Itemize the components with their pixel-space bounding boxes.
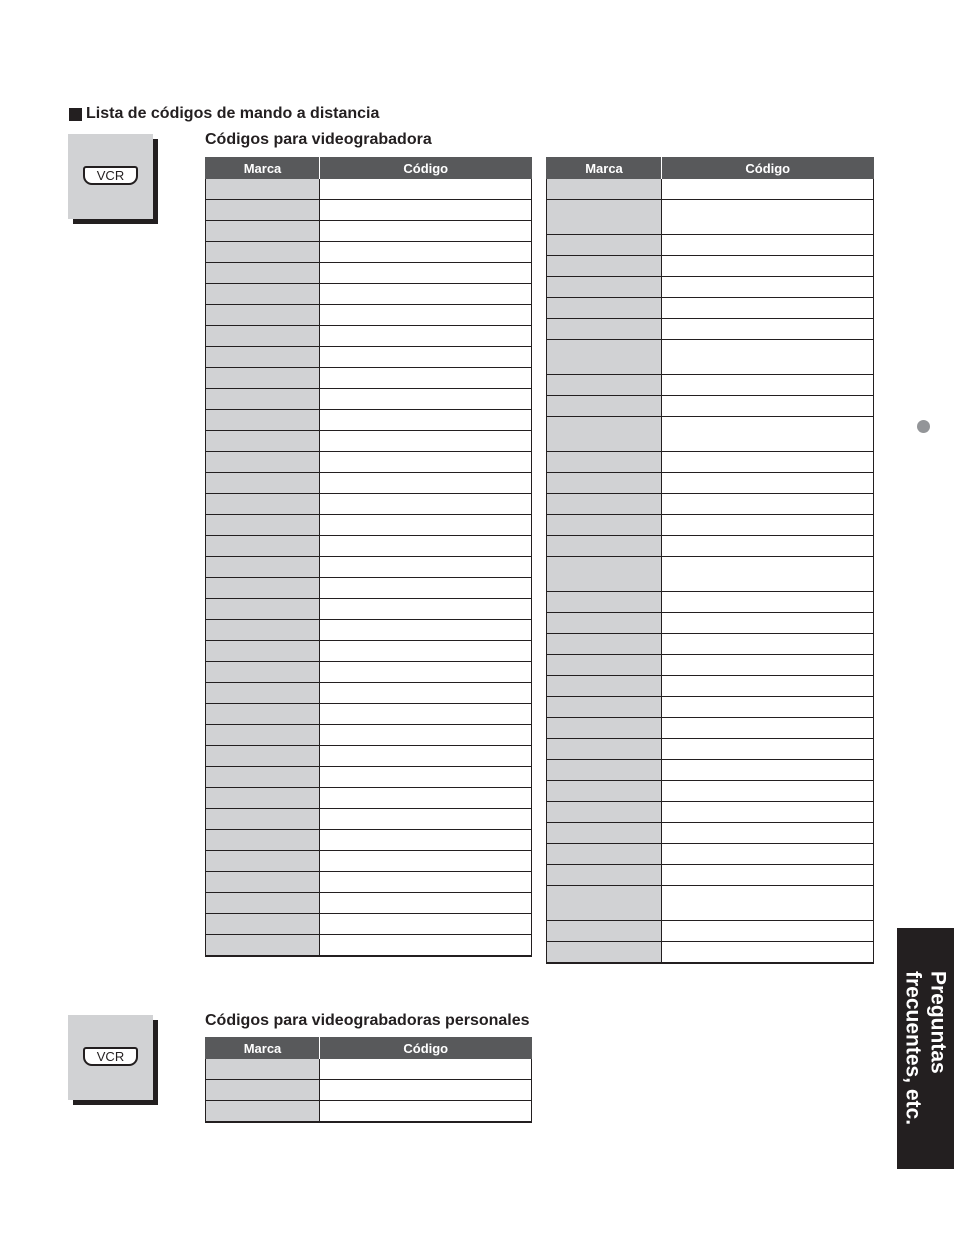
brand-cell <box>206 683 320 704</box>
table-row <box>206 935 532 957</box>
code-cell <box>320 746 532 767</box>
code-cell <box>662 613 874 634</box>
brand-cell <box>206 767 320 788</box>
table-row <box>206 893 532 914</box>
brand-cell <box>547 634 662 655</box>
brand-cell <box>206 662 320 683</box>
table-row <box>547 396 874 417</box>
brand-cell <box>206 389 320 410</box>
vcr-button-icon: VCR <box>83 1047 138 1066</box>
code-cell <box>320 536 532 557</box>
code-cell <box>662 179 874 200</box>
table-row <box>547 613 874 634</box>
table-row <box>547 886 874 921</box>
table-row <box>547 676 874 697</box>
code-cell <box>662 200 874 235</box>
code-cell <box>320 683 532 704</box>
brand-cell <box>206 179 320 200</box>
brand-cell <box>547 942 662 964</box>
code-cell <box>662 557 874 592</box>
table-row <box>547 340 874 375</box>
code-cell <box>662 340 874 375</box>
brand-cell <box>206 536 320 557</box>
table-row <box>547 179 874 200</box>
brand-cell <box>547 865 662 886</box>
brand-cell <box>206 452 320 473</box>
vcr-button-illustration <box>68 134 158 224</box>
code-cell <box>320 1080 532 1101</box>
table-row <box>547 802 874 823</box>
table-row <box>206 431 532 452</box>
table-row <box>206 326 532 347</box>
code-cell <box>320 305 532 326</box>
code-cell <box>320 704 532 725</box>
code-cell <box>662 739 874 760</box>
code-cell <box>320 767 532 788</box>
code-column-header: Código <box>662 157 874 179</box>
code-cell <box>662 256 874 277</box>
code-cell <box>320 452 532 473</box>
table-row <box>206 1080 532 1101</box>
brand-cell <box>206 431 320 452</box>
table-row <box>547 718 874 739</box>
code-cell <box>662 886 874 921</box>
table-row <box>206 851 532 872</box>
code-cell <box>320 914 532 935</box>
table-row <box>206 347 532 368</box>
brand-cell <box>547 823 662 844</box>
table-row <box>206 494 532 515</box>
brand-cell <box>547 739 662 760</box>
code-cell <box>320 851 532 872</box>
vcr-codes-table-left <box>205 157 532 957</box>
table-row <box>206 368 532 389</box>
brand-cell <box>547 298 662 319</box>
brand-cell <box>206 830 320 851</box>
code-cell <box>662 865 874 886</box>
brand-cell <box>206 746 320 767</box>
brand-cell <box>547 844 662 865</box>
table-row <box>206 578 532 599</box>
code-cell <box>662 319 874 340</box>
code-cell <box>320 263 532 284</box>
brand-cell <box>206 872 320 893</box>
code-cell <box>320 599 532 620</box>
code-cell <box>320 809 532 830</box>
table-row <box>206 452 532 473</box>
code-cell <box>662 655 874 676</box>
brand-cell <box>206 578 320 599</box>
table-row <box>547 592 874 613</box>
brand-cell <box>206 809 320 830</box>
table-row <box>547 277 874 298</box>
code-cell <box>320 935 532 957</box>
code-cell <box>662 921 874 942</box>
code-cell <box>320 893 532 914</box>
table-row <box>206 263 532 284</box>
code-cell <box>320 347 532 368</box>
brand-cell <box>547 802 662 823</box>
brand-cell <box>206 242 320 263</box>
table-row <box>206 725 532 746</box>
table-row <box>206 746 532 767</box>
code-cell <box>320 872 532 893</box>
table-row <box>547 557 874 592</box>
code-cell <box>662 396 874 417</box>
personal-vcr-button-illustration <box>68 1015 158 1105</box>
table-row <box>547 494 874 515</box>
brand-cell <box>206 788 320 809</box>
table-row <box>547 921 874 942</box>
table-row <box>206 683 532 704</box>
brand-cell <box>206 935 320 957</box>
brand-cell <box>547 781 662 802</box>
brand-cell <box>547 613 662 634</box>
table-row <box>547 634 874 655</box>
brand-cell <box>206 1080 320 1101</box>
code-cell <box>662 298 874 319</box>
brand-cell <box>547 340 662 375</box>
brand-cell <box>206 473 320 494</box>
table-row <box>547 697 874 718</box>
section-heading <box>69 104 379 124</box>
brand-column-header: Marca <box>206 157 320 179</box>
code-cell <box>662 802 874 823</box>
brand-cell <box>206 725 320 746</box>
brand-cell <box>547 417 662 452</box>
code-cell <box>662 536 874 557</box>
table-row <box>206 221 532 242</box>
code-column-header: Código <box>320 157 532 179</box>
brand-cell <box>547 536 662 557</box>
table-row <box>206 872 532 893</box>
personal-vcr-codes-title: Códigos para videograbadoras personales <box>205 1012 530 1029</box>
brand-cell <box>206 221 320 242</box>
table-row <box>547 536 874 557</box>
code-cell <box>320 431 532 452</box>
code-cell <box>662 452 874 473</box>
brand-cell <box>547 200 662 235</box>
brand-cell <box>206 284 320 305</box>
table-row <box>206 620 532 641</box>
code-cell <box>320 179 532 200</box>
table-row <box>547 298 874 319</box>
code-cell <box>662 277 874 298</box>
table-row <box>206 305 532 326</box>
table-row <box>547 452 874 473</box>
brand-column-header: Marca <box>547 157 662 179</box>
code-cell <box>320 410 532 431</box>
table-row <box>206 536 532 557</box>
brand-cell <box>206 305 320 326</box>
brand-cell <box>206 200 320 221</box>
code-cell <box>320 200 532 221</box>
code-cell <box>662 417 874 452</box>
table-row <box>206 179 532 200</box>
table-row <box>206 242 532 263</box>
code-cell <box>320 368 532 389</box>
brand-cell <box>206 347 320 368</box>
code-cell <box>662 823 874 844</box>
brand-cell <box>547 886 662 921</box>
vcr-codes-table-right <box>546 157 874 964</box>
code-cell <box>320 641 532 662</box>
brand-cell <box>206 515 320 536</box>
brand-cell <box>547 473 662 494</box>
section-heading-text: Lista de códigos de mando a distancia <box>86 105 380 122</box>
table-row <box>206 557 532 578</box>
table-row <box>547 319 874 340</box>
table-row <box>206 830 532 851</box>
code-cell <box>662 760 874 781</box>
brand-cell <box>206 326 320 347</box>
code-cell <box>662 634 874 655</box>
faq-side-tab-label: Preguntas frecuentes, etc. <box>901 971 950 1126</box>
table-row <box>206 1059 532 1080</box>
code-cell <box>320 725 532 746</box>
brand-cell <box>206 368 320 389</box>
code-cell <box>320 1059 532 1080</box>
code-cell <box>662 718 874 739</box>
brand-cell <box>547 494 662 515</box>
vcr-codes-title: Códigos para videograbadora <box>205 131 432 148</box>
table-row <box>206 662 532 683</box>
brand-cell <box>547 235 662 256</box>
brand-cell <box>206 263 320 284</box>
faq-side-tab[interactable] <box>897 928 954 1169</box>
code-cell <box>320 830 532 851</box>
table-row <box>547 844 874 865</box>
table-row <box>547 200 874 235</box>
brand-cell <box>547 319 662 340</box>
brand-cell <box>547 375 662 396</box>
brand-cell <box>206 557 320 578</box>
code-cell <box>662 942 874 964</box>
table-row <box>547 739 874 760</box>
brand-cell <box>547 697 662 718</box>
table-row <box>547 942 874 964</box>
brand-cell <box>547 921 662 942</box>
page-marker-dot <box>917 420 930 433</box>
brand-cell <box>206 1101 320 1123</box>
brand-cell <box>206 893 320 914</box>
brand-cell <box>547 179 662 200</box>
table-row <box>547 781 874 802</box>
brand-cell <box>547 256 662 277</box>
brand-cell <box>206 704 320 725</box>
code-column-header: Código <box>320 1037 532 1059</box>
brand-cell <box>206 410 320 431</box>
code-cell <box>320 788 532 809</box>
table-row <box>206 473 532 494</box>
brand-cell <box>206 620 320 641</box>
brand-cell <box>547 515 662 536</box>
brand-cell <box>547 557 662 592</box>
table-row <box>206 410 532 431</box>
brand-cell <box>547 760 662 781</box>
code-cell <box>320 557 532 578</box>
code-cell <box>662 697 874 718</box>
table-row <box>206 599 532 620</box>
code-cell <box>320 515 532 536</box>
code-cell <box>662 676 874 697</box>
table-row <box>547 655 874 676</box>
code-cell <box>662 494 874 515</box>
brand-column-header: Marca <box>206 1037 320 1059</box>
table-row <box>206 515 532 536</box>
brand-cell <box>206 599 320 620</box>
table-row <box>206 641 532 662</box>
code-cell <box>320 221 532 242</box>
brand-cell <box>547 592 662 613</box>
table-row <box>206 914 532 935</box>
table-row <box>547 256 874 277</box>
brand-cell <box>206 1059 320 1080</box>
square-bullet-icon <box>69 108 82 121</box>
brand-cell <box>547 396 662 417</box>
code-cell <box>320 662 532 683</box>
code-cell <box>320 473 532 494</box>
code-cell <box>320 284 532 305</box>
code-cell <box>320 326 532 347</box>
table-row <box>206 200 532 221</box>
table-row <box>206 788 532 809</box>
brand-cell <box>206 851 320 872</box>
code-cell <box>662 592 874 613</box>
code-cell <box>320 620 532 641</box>
code-cell <box>320 578 532 599</box>
brand-cell <box>206 914 320 935</box>
personal-vcr-codes-table <box>205 1037 532 1123</box>
brand-cell <box>206 494 320 515</box>
table-row <box>547 375 874 396</box>
code-cell <box>662 844 874 865</box>
table-row <box>547 473 874 494</box>
brand-cell <box>206 641 320 662</box>
table-row <box>206 284 532 305</box>
brand-cell <box>547 452 662 473</box>
table-row <box>547 865 874 886</box>
table-row <box>206 389 532 410</box>
table-row <box>547 515 874 536</box>
code-cell <box>320 389 532 410</box>
table-row <box>206 704 532 725</box>
brand-cell <box>547 277 662 298</box>
table-row <box>206 1101 532 1123</box>
brand-cell <box>547 655 662 676</box>
code-cell <box>662 515 874 536</box>
code-cell <box>320 242 532 263</box>
code-cell <box>662 473 874 494</box>
code-cell <box>662 781 874 802</box>
table-row <box>547 823 874 844</box>
code-cell <box>662 375 874 396</box>
table-row <box>547 235 874 256</box>
code-cell <box>320 1101 532 1123</box>
code-cell <box>662 235 874 256</box>
vcr-button-icon: VCR <box>83 166 138 185</box>
brand-cell <box>547 676 662 697</box>
brand-cell <box>547 718 662 739</box>
code-cell <box>320 494 532 515</box>
table-row <box>206 767 532 788</box>
table-row <box>206 809 532 830</box>
table-row <box>547 760 874 781</box>
table-row <box>547 417 874 452</box>
